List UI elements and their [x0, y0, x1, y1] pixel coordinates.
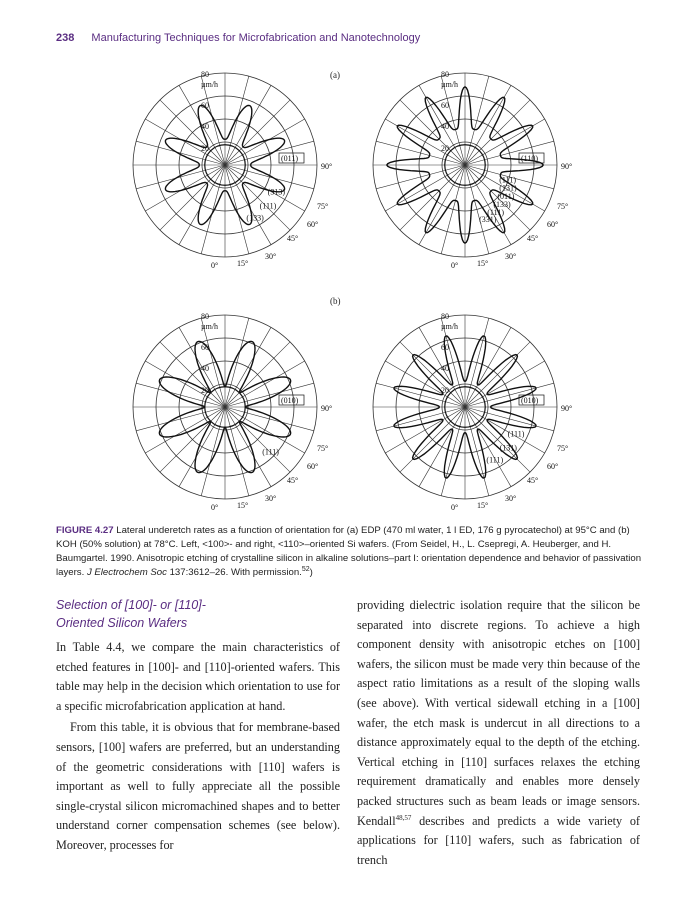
paragraph [357, 596, 640, 870]
grid-spoke [136, 407, 225, 431]
section-title-line2: Oriented Silicon Wafers [56, 616, 188, 630]
angle-tick-label: 90° [561, 404, 573, 413]
grid-spoke [376, 383, 465, 407]
left-column [56, 596, 340, 858]
orientation-label: (331) [479, 215, 497, 225]
angle-tick-label: 45° [527, 476, 539, 485]
angle-tick-label: 0° [451, 503, 459, 512]
angle-tick-label: 60° [547, 220, 559, 229]
grid-spoke [160, 100, 225, 165]
grid-spoke [441, 407, 465, 496]
orientation-label: (010) [521, 396, 539, 405]
grid-spoke [225, 165, 314, 189]
grid-spoke [441, 165, 465, 254]
grid-spoke [225, 407, 314, 431]
rate-tick-label: 40 [201, 364, 209, 373]
rate-tick-label: 80 [441, 312, 449, 321]
rate-tick-label: 40 [441, 364, 449, 373]
polar-plot-svg [350, 58, 580, 278]
caption-end: ) [309, 567, 313, 578]
polar-plot-b-right [350, 300, 580, 520]
grid-spoke [179, 165, 225, 245]
polar-plot-svg [110, 58, 340, 278]
grid-spoke [225, 407, 290, 472]
figure-label: FIGURE 4.27 [56, 525, 114, 536]
orientation-label: (133) [246, 213, 264, 223]
orientation-label: (010) [281, 396, 299, 405]
rate-tick-label: 20 [441, 386, 449, 395]
grid-spoke [136, 165, 225, 189]
caption-ref: 52 [301, 565, 310, 573]
orientation-label: (110) [521, 154, 539, 163]
grid-spoke [376, 141, 465, 165]
rate-tick-label: 80 [201, 70, 209, 79]
grid-spoke [160, 342, 225, 407]
rate-tick-label: 60 [201, 343, 209, 352]
paragraph-text: providing dielectric isolation require that the silicon be separated into discrete regions. To achieve a high component density with anisotropic etches on [100] wafers, the silicon must be made very thin because of the aspect ratio limitations as a result of the sloping walls (see above). With vertical sidewall etching in a [100] wafer, the etch mask is undercut in all directions to a distance approximately equal to the depth of the etching. Vertical etching in [110] surfaces relaxes the etching requirement dramatically and enables more densely packed structures such as beam leads or image sensors. Kendall [357, 598, 640, 828]
angle-tick-label: 75° [557, 202, 569, 211]
grid-spoke [160, 165, 225, 230]
polar-plot-a-left [110, 58, 340, 278]
angle-tick-label: 15° [477, 259, 489, 268]
grid-spoke [160, 407, 225, 472]
orientation-label: (111) [499, 175, 517, 185]
grid-spoke [136, 141, 225, 165]
orientation-label: (111) [487, 208, 504, 218]
angle-tick-label: 60° [307, 220, 319, 229]
polar-plot-svg [110, 300, 340, 520]
right-column [357, 596, 640, 872]
citation-sup: 48,57 [395, 813, 412, 822]
figure-caption [56, 524, 652, 580]
angle-tick-label: 15° [237, 501, 249, 510]
rate-tick-label: 60 [201, 101, 209, 110]
polar-grid [133, 73, 317, 257]
grid-spoke [225, 85, 271, 165]
grid-spoke [465, 318, 489, 407]
angle-tick-label: 0° [211, 261, 219, 270]
rate-tick-label: 80 [441, 70, 449, 79]
grid-spoke [136, 383, 225, 407]
grid-spoke [201, 407, 225, 496]
orientation-label: (011) [281, 154, 299, 163]
angle-tick-label: 75° [317, 444, 329, 453]
rate-tick-label: 20 [201, 386, 209, 395]
grid-spoke [225, 76, 249, 165]
orientation-label: (313) [267, 187, 286, 197]
polar-plot-a-right [350, 58, 580, 278]
rate-tick-label: 60 [441, 101, 449, 110]
angle-tick-label: 0° [211, 503, 219, 512]
angle-tick-label: 60° [547, 462, 559, 471]
orientation-label: (131) [499, 183, 517, 193]
grid-spoke [376, 407, 465, 431]
rate-tick-label: 40 [441, 122, 449, 131]
polar-grid [133, 315, 317, 499]
grid-spoke [465, 407, 554, 431]
polar-grid [373, 315, 557, 499]
grid-spoke [400, 165, 465, 230]
rate-tick-label: 20 [441, 144, 449, 153]
page-number: 238 [56, 32, 75, 44]
angle-tick-label: 15° [237, 259, 249, 268]
caption-text: Lateral underetch rates as a function of orientation for (a) EDP (470 ml water, 1 l ED, 176 g pyrocatechol) at 95°C and (b) KOH (50% solution) at 78°C. Left, <100>- and right, <110>–oriented Si wafers. (From Seidel, H., L. Csepregi, A. Heuberger, and H. Baumgartel. 1990. Anisotropic etching of crystalline silicon in alkaline solutions–part I: orientation dependence and behavior of passivation layers. [56, 525, 642, 578]
section-title-line1: Selection of [100]- or [110]- [56, 598, 206, 612]
polar-grid [373, 73, 557, 257]
rate-tick-label: 40 [201, 122, 209, 131]
grid-spoke [400, 100, 465, 165]
caption-tail: 137:3612–26. With permission. [166, 567, 302, 578]
orientation-label: (133) [493, 200, 511, 210]
angle-tick-label: 15° [477, 501, 489, 510]
grid-spoke [201, 165, 225, 254]
orientation-label: (111) [262, 447, 279, 457]
angle-tick-label: 75° [557, 444, 569, 453]
panel-b-label: (b) [330, 296, 341, 306]
grid-spoke [376, 165, 465, 189]
orientation-label: (131) [499, 443, 517, 453]
angle-tick-label: 30° [505, 494, 517, 503]
angle-tick-label: 30° [265, 494, 277, 503]
angle-tick-label: 45° [527, 234, 539, 243]
grid-spoke [225, 318, 249, 407]
rate-tick-label: 20 [201, 144, 209, 153]
grid-spoke [465, 76, 489, 165]
grid-spoke [225, 165, 249, 254]
grid-spoke [145, 119, 225, 165]
rate-tick-label: 60 [441, 343, 449, 352]
grid-spoke [145, 165, 225, 211]
book-title: Manufacturing Techniques for Microfabrication and Nanotechnology [91, 32, 421, 44]
paragraph-text-cont: describes and predicts a wide variety of applications for [110] wafers, such as fabrication of trench [357, 813, 640, 867]
rate-tick-label: µm/h [201, 322, 219, 331]
rate-tick-label: µm/h [441, 322, 459, 331]
angle-tick-label: 45° [287, 476, 299, 485]
rate-tick-label: µm/h [201, 80, 219, 89]
angle-tick-label: 90° [321, 404, 333, 413]
angle-tick-label: 30° [505, 252, 517, 261]
orientation-label: (111) [259, 201, 277, 211]
angle-tick-label: 90° [321, 162, 333, 171]
panel-a-label: (a) [330, 70, 340, 80]
angle-tick-label: 60° [307, 462, 319, 471]
angle-tick-label: 45° [287, 234, 299, 243]
grid-spoke [225, 407, 249, 496]
grid-spoke [465, 165, 489, 254]
polar-plot-b-left [110, 300, 340, 520]
paragraph: From this table, it is obvious that for membrane-based sensors, [100] wafers are preferred, but an understanding of the geometric considerations with [110] wafers is important as well to fully appreciate all the possible single-crystal silicon micromachined shapes and to better understand corner compensation schemes (see below). Moreover, processes for [56, 720, 340, 852]
journal-name: J Electrochem Soc [86, 567, 167, 578]
angle-tick-label: 90° [561, 162, 573, 171]
orientation-label: (011) [497, 191, 515, 201]
polar-plot-svg [350, 300, 580, 520]
orientation-label: (111) [486, 455, 504, 465]
section-title [56, 596, 340, 632]
grid-spoke [465, 407, 489, 496]
angle-tick-label: 75° [317, 202, 329, 211]
rate-tick-label: µm/h [441, 80, 459, 89]
orientation-label: (111) [507, 429, 525, 439]
paragraph: In Table 4.4, we compare the main characteristics of etched features in [100]- and [110]-oriented wafers. This table may help in the decision which orientation to use for a specific microfabrication application at hand. [56, 640, 340, 713]
running-header [56, 32, 420, 44]
angle-tick-label: 0° [451, 261, 459, 270]
rate-tick-label: 80 [201, 312, 209, 321]
angle-tick-label: 30° [265, 252, 277, 261]
